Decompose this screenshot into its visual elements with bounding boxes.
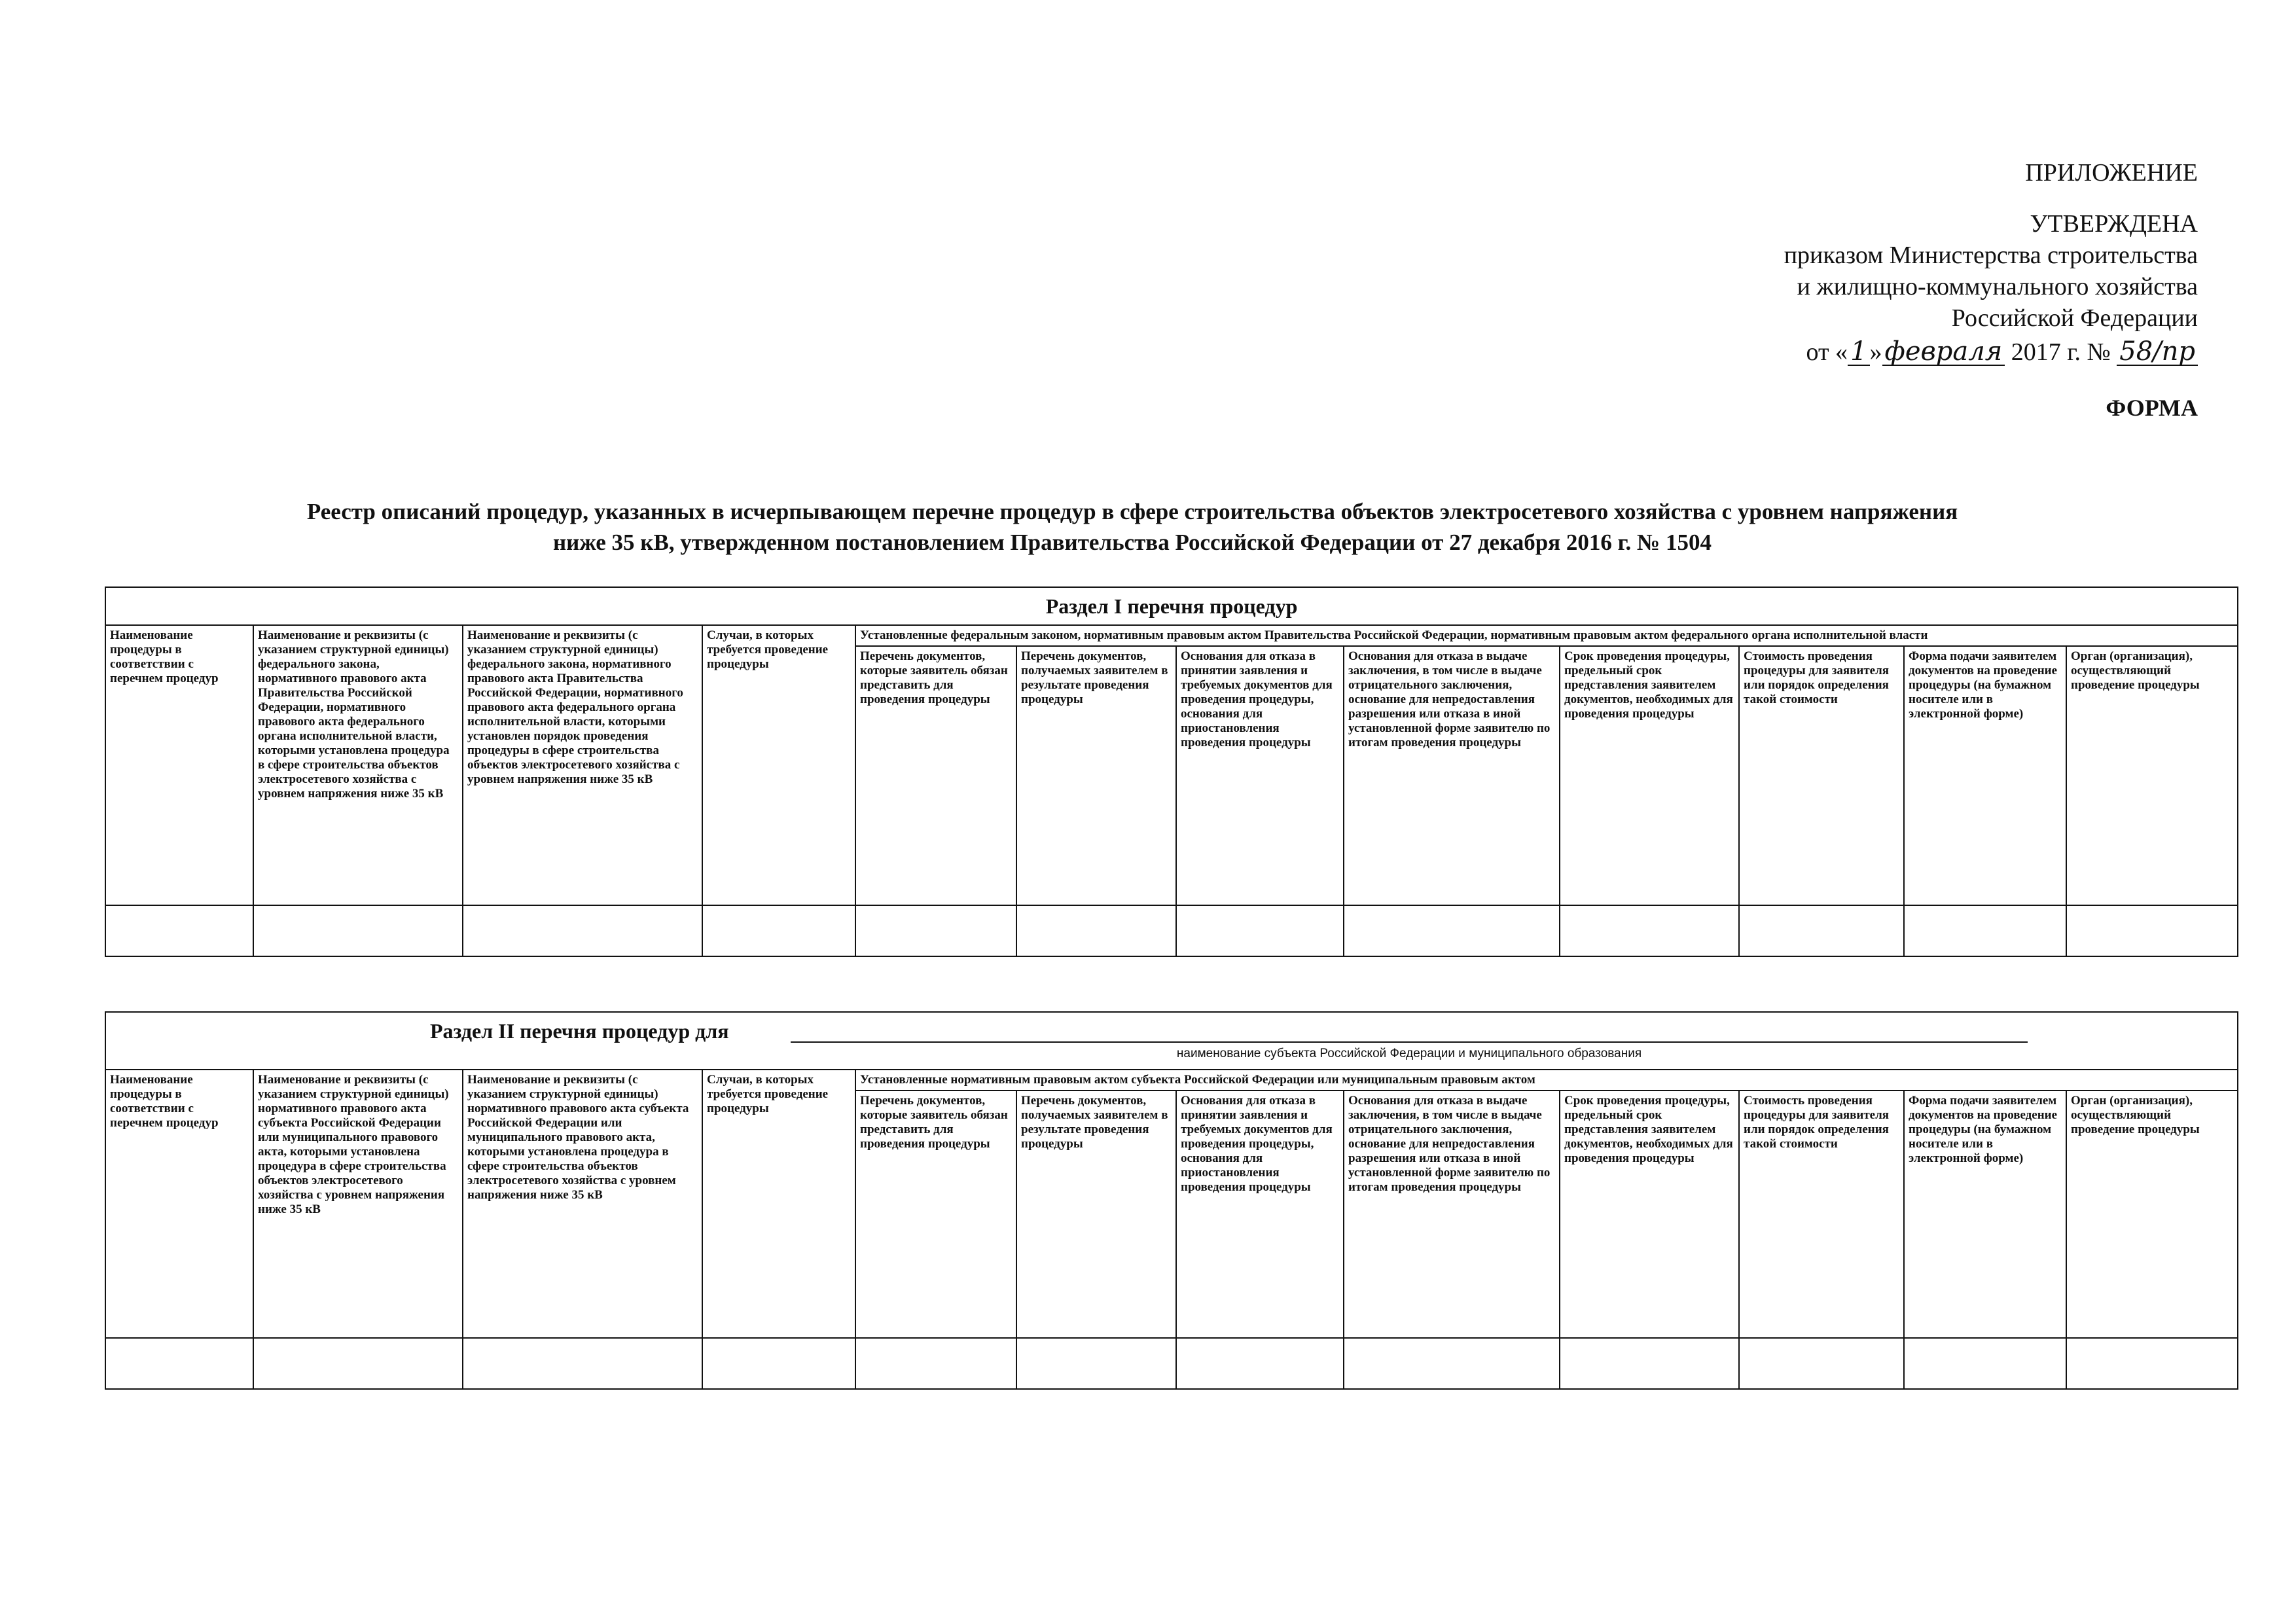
blank-cell: [1560, 1338, 1739, 1389]
section-1-blank-row: [105, 905, 2238, 956]
col-group-established: Установленные нормативным правовым актом субъекта Российской Федерации или муниципальным правовым актом: [855, 1070, 2238, 1091]
approval-header: [1609, 157, 2198, 422]
col-legal-act-procedure: Наименование и реквизиты (с указанием структурной единицы) федерального закона, нормативного правового акта Правительства Российской Федерации, нормативного правового акта федерального органа исполнительной власти, которыми установлена процедура в сфере строительства объектов электросетевого хозяйства с уровнем напряжения ниже 35 кВ: [253, 625, 463, 905]
subcol-cost: Стоимость проведения процедуры для заявителя или порядок определения такой стоимости: [1739, 646, 1904, 905]
blank-cell: [105, 1338, 253, 1389]
document-title: [170, 496, 2094, 558]
order-date-line: [1609, 334, 2198, 370]
date-mid: »: [1869, 338, 1882, 366]
subcol-refusal-conclusion: Основания для отказа в выдаче заключения, в том числе в выдаче отрицательного заключения, основание для непредоставления разрешения или отказа в иной установленной форме заявителю по итогам проведения процедуры: [1344, 646, 1560, 905]
section-2-title-row: [105, 1012, 2238, 1070]
col-legal-act-procedure: Наименование и реквизиты (с указанием структурной единицы) нормативного правового акта субъекта Российской Федерации или муниципального правового акта, которыми установлена процедура в сфере строительства объектов электросетевого хозяйства с уровнем напряжения ниже 35 кВ: [253, 1070, 463, 1338]
appendix-label: ПРИЛОЖЕНИЕ: [2025, 159, 2198, 187]
approved-label: УТВЕРЖДЕНА: [2030, 210, 2198, 238]
blank-cell: [1016, 1338, 1176, 1389]
subcol-documents-received: Перечень документов, получаемых заявителем в результате проведения процедуры: [1016, 646, 1176, 905]
subject-name-blank-line: [791, 1041, 2028, 1043]
blank-cell: [253, 1338, 463, 1389]
blank-cell: [1344, 905, 1560, 956]
section-1-title-row: [105, 587, 2238, 625]
col-legal-act-order: Наименование и реквизиты (с указанием структурной единицы) нормативного правового акта субъекта Российской Федерации или муниципального правового акта, которыми установлена процедура в сфере строительства объектов электросетевого хозяйства с уровнем напряжения ниже 35 кВ: [463, 1070, 702, 1338]
subcol-term: Срок проведения процедуры, предельный срок представления заявителем документов, необходимых для проведения процедуры: [1560, 1091, 1739, 1338]
section-1-header-row: [105, 625, 2238, 646]
blank-cell: [2066, 1338, 2238, 1389]
order-line-1: приказом Министерства строительства: [1784, 242, 2198, 269]
blank-cell: [1904, 1338, 2066, 1389]
subcol-documents-required: Перечень документов, которые заявитель обязан представить для проведения процедуры: [855, 646, 1016, 905]
blank-cell: [855, 1338, 1016, 1389]
subcol-refusal-acceptance: Основания для отказа в принятии заявления и требуемых документов для проведения процедуры, основания для приостановления проведения процедуры: [1176, 646, 1344, 905]
form-label: ФОРМА: [2106, 395, 2198, 421]
blank-cell: [253, 905, 463, 956]
title-line-1: Реестр описаний процедур, указанных в исчерпывающем перечне процедур в сфере строительства объектов электросетевого хозяйства с уровнем напряжения: [306, 499, 1958, 524]
col-cases: Случаи, в которых требуется проведение процедуры: [702, 1070, 855, 1338]
blank-cell: [1016, 905, 1176, 956]
col-procedure-name: Наименование процедуры в соответствии с перечнем процедур: [105, 625, 253, 905]
blank-cell: [702, 1338, 855, 1389]
subcol-refusal-acceptance: Основания для отказа в принятии заявления и требуемых документов для проведения процедуры, основания для приостановления проведения процедуры: [1176, 1091, 1344, 1338]
title-line-2: ниже 35 кВ, утвержденном постановлением Правительства Российской Федерации от 27 декабря 2016 г. № 1504: [553, 530, 1712, 555]
subcol-authority: Орган (организация), осуществляющий проведение процедуры: [2066, 1091, 2238, 1338]
blank-cell: [702, 905, 855, 956]
blank-cell: [1739, 905, 1904, 956]
subcol-documents-received: Перечень документов, получаемых заявителем в результате проведения процедуры: [1016, 1091, 1176, 1338]
section-2-table: [105, 1011, 2238, 1390]
handwritten-order-number: 58/пр: [2117, 338, 2198, 366]
section-1-title: Раздел I перечня процедур: [105, 587, 2238, 625]
col-procedure-name: Наименование процедуры в соответствии с перечнем процедур: [105, 1070, 253, 1338]
blank-cell: [855, 905, 1016, 956]
blank-cell: [1904, 905, 2066, 956]
col-group-established: Установленные федеральным законом, нормативным правовым актом Правительства Российской Федерации, нормативным правовым актом федерального органа исполнительной власти: [855, 625, 2238, 646]
blank-cell: [463, 905, 702, 956]
subcol-cost: Стоимость проведения процедуры для заявителя или порядок определения такой стоимости: [1739, 1091, 1904, 1338]
section-2-title-cell: [105, 1012, 2238, 1070]
blank-cell: [1176, 905, 1344, 956]
blank-cell: [1560, 905, 1739, 956]
date-prefix: от «: [1806, 338, 1848, 366]
section-1-table: [105, 586, 2238, 957]
date-year: 2017 г. №: [2011, 338, 2111, 366]
section-2-header-row: [105, 1070, 2238, 1091]
order-line-2: и жилищно-коммунального хозяйства: [1797, 273, 2198, 300]
order-line-3: Российской Федерации: [1951, 304, 2198, 332]
handwritten-day: 1: [1848, 338, 1869, 366]
col-cases: Случаи, в которых требуется проведение процедуры: [702, 625, 855, 905]
handwritten-month: февраля: [1882, 338, 2005, 366]
subcol-submission-form: Форма подачи заявителем документов на проведение процедуры (на бумажном носителе или в электронной форме): [1904, 646, 2066, 905]
blank-cell: [1739, 1338, 1904, 1389]
col-legal-act-order: Наименование и реквизиты (с указанием структурной единицы) федерального закона, нормативного правового акта Правительства Российской Федерации, нормативного правового акта федерального органа исполнительной власти, которыми установлен порядок проведения процедуры в сфере строительства объектов электросетевого хозяйства с уровнем напряжения ниже 35 кВ: [463, 625, 702, 905]
blank-cell: [1344, 1338, 1560, 1389]
subject-name-caption: наименование субъекта Российской Федерации и муниципального образования: [1176, 1047, 1642, 1060]
section-2-title: Раздел II перечня процедур для: [430, 1019, 729, 1043]
section-2-blank-row: [105, 1338, 2238, 1389]
subcol-documents-required: Перечень документов, которые заявитель обязан представить для проведения процедуры: [855, 1091, 1016, 1338]
subcol-authority: Орган (организация), осуществляющий проведение процедуры: [2066, 646, 2238, 905]
subcol-refusal-conclusion: Основания для отказа в выдаче заключения, в том числе в выдаче отрицательного заключения, основание для непредоставления разрешения или отказа в иной установленной форме заявителю по итогам проведения процедуры: [1344, 1091, 1560, 1338]
subcol-submission-form: Форма подачи заявителем документов на проведение процедуры (на бумажном носителе или в электронной форме): [1904, 1091, 2066, 1338]
blank-cell: [1176, 1338, 1344, 1389]
subcol-term: Срок проведения процедуры, предельный срок представления заявителем документов, необходимых для проведения процедуры: [1560, 646, 1739, 905]
blank-cell: [463, 1338, 702, 1389]
blank-cell: [105, 905, 253, 956]
blank-cell: [2066, 905, 2238, 956]
